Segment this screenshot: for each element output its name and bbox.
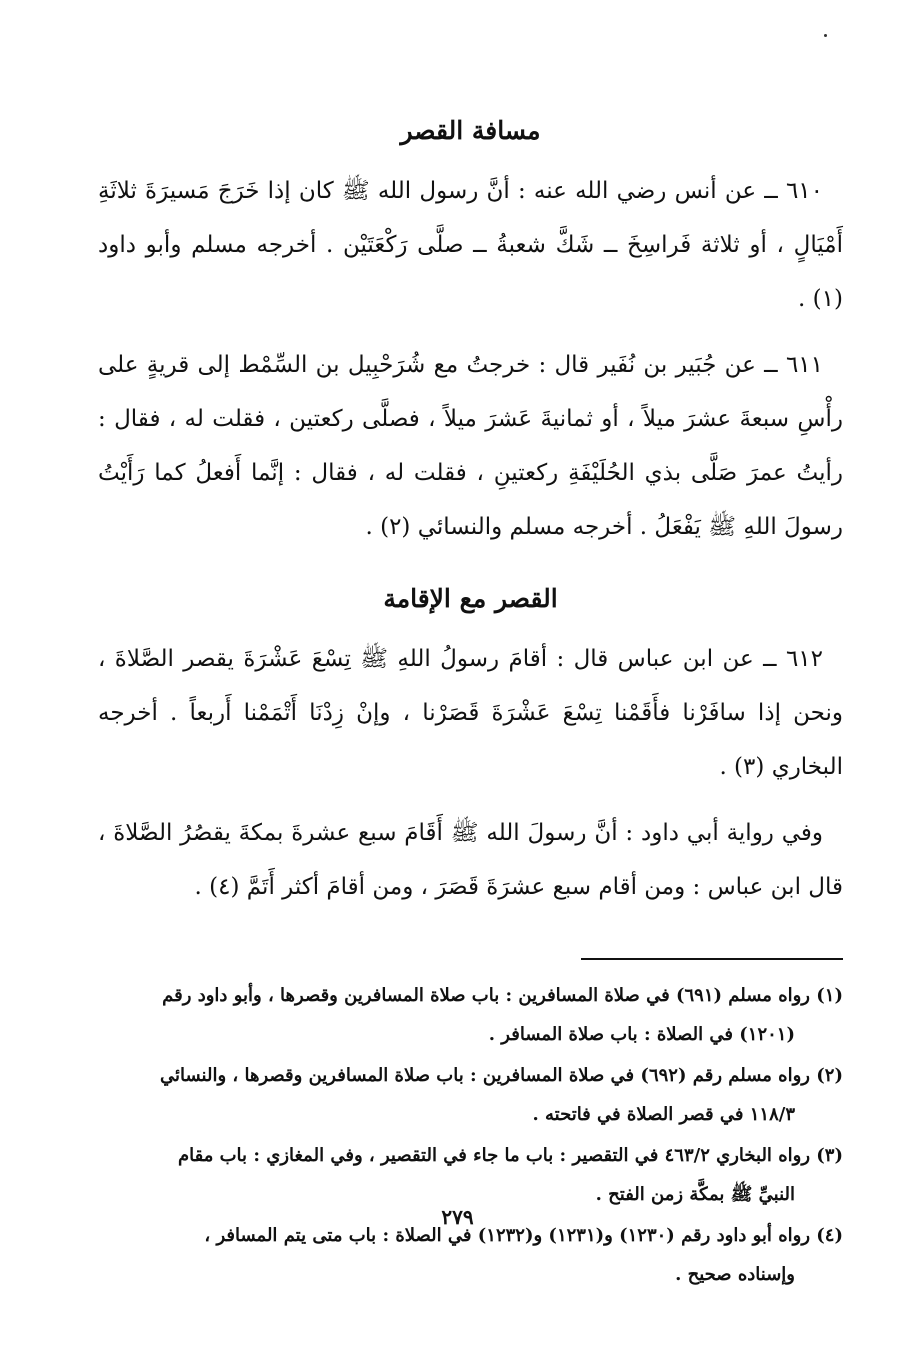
footnote-2 bbox=[98, 1056, 843, 1134]
footnote-1 bbox=[98, 976, 843, 1054]
hadith-611: ٦١١ ــ عن جُبَير بن نُفَير قال : خرجتُ مع شُرَحْبِيل بن السِّمْط إلى قريةٍ على رأْسِ سبعةَ عشرَ ميلاً ، أو ثمانيةَ عَشرَ ميلاً ، فصلَّى ركعتين ، فقلت له ، فقال : رأيتُ عمرَ صَلَّى بذي الحُلَيْفَةِ ركعتينِ ، فقلت له ، فقال : إنَّما أَفعلُ كما رَأَيْتُ رسولَ اللهِ ﷺ يَفْعَلُ . أخرجه مسلم والنسائي (٢) . bbox=[98, 352, 843, 540]
footnote-separator bbox=[581, 958, 843, 960]
footnote-1-line1: (١) رواه مسلم (٦٩١) في صلاة المسافرين : باب صلاة المسافرين وقصرها ، وأبو داود رقم bbox=[162, 985, 843, 1006]
footnote-4-line1: (٤) رواه أبو داود رقم (١٢٣٠) و(١٢٣١) و(١٢٣٢) في الصلاة : باب متى يتم المسافر ، bbox=[204, 1225, 843, 1246]
page-number: ٢٧٩ bbox=[441, 1205, 474, 1229]
section-title-travel-distance: مسافة القصر bbox=[400, 116, 541, 145]
footnote-2-line1: (٢) رواه مسلم رقم (٦٩٢) في صلاة المسافرين : باب صلاة المسافرين وقصرها ، والنسائي bbox=[160, 1065, 843, 1086]
footnote-3 bbox=[98, 1136, 843, 1214]
footnote-2-line2: ١١٨/٣ في قصر الصلاة في فاتحته . bbox=[532, 1104, 795, 1125]
section-title-residence: القصر مع الإقامة bbox=[383, 584, 558, 613]
footnote-4-line2: وإسناده صحيح . bbox=[675, 1264, 795, 1285]
corner-dot bbox=[824, 34, 827, 37]
footnote-3-line1: (٣) رواه البخاري ٤٦٣/٢ في التقصير : باب ما جاء في التقصير ، وفي المغازي : باب مقام bbox=[177, 1145, 843, 1166]
footnote-1-line2: (١٢٠١) في الصلاة : باب صلاة المسافر . bbox=[488, 1024, 795, 1045]
hadith-610: ٦١٠ ــ عن أنس رضي الله عنه : أنَّ رسول الله ﷺ كان إذا خَرَجَ مَسيرَةَ ثلاثَةِ أَمْيَالٍ ، أو ثلاثة فَراسِخَ ــ شَكَّ شعبةُ ــ صلَّى رَكْعَتَيْن . أخرجه مسلم وأبو داود (١) . bbox=[98, 178, 843, 312]
footnote-3-line2: النبيِّ ﷺ بمكَّة زمن الفتح . bbox=[595, 1184, 795, 1205]
abu-dawud-narration: وفي رواية أبي داود : أنَّ رسولَ الله ﷺ أَقَامَ سبع عشرةَ بمكةَ يقصُرُ الصَّلاةَ ، قال ابن عباس : ومن أقام سبع عشرَةَ قَصَرَ ، ومن أقامَ أكثر أَتَمَّ (٤) . bbox=[98, 820, 843, 900]
hadith-612: ٦١٢ ــ عن ابن عباس قال : أقامَ رسولُ اللهِ ﷺ تِسْعَ عَشْرَةَ يقصر الصَّلاةَ ، ونحن إذا سافَرْنا فأَقَمْنا تِسْعَ عَشْرَةَ قَصَرْنا ، وإنْ زِدْنَا أَتْمَمْنا أَربعاً . أخرجه البخاري (٣) . bbox=[98, 646, 843, 780]
